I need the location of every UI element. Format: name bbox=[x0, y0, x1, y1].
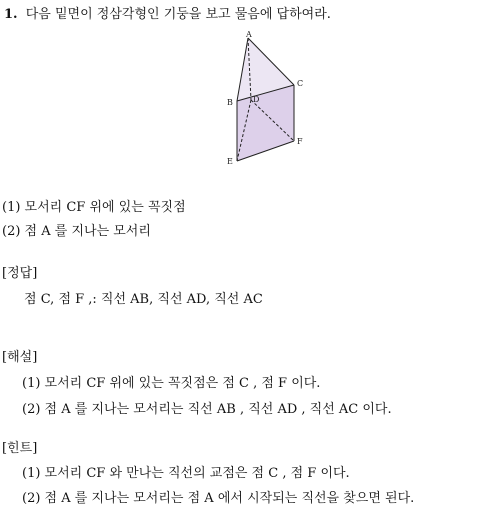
prism-diagram bbox=[222, 28, 322, 168]
hint-heading: [힌트] bbox=[2, 441, 38, 456]
question-title bbox=[4, 3, 331, 22]
vertex-label-c: C bbox=[297, 79, 304, 88]
answer-text: 점 C, 점 F ,: 직선 AB, 직선 AD, 직선 AC bbox=[24, 292, 263, 307]
vertex-label-f: F bbox=[297, 137, 303, 146]
question-text: 다음 밑면이 정삼각형인 기둥을 보고 물음에 답하여라. bbox=[25, 7, 331, 22]
question-number: 1. bbox=[4, 7, 18, 22]
vertex-label-e: E bbox=[227, 157, 233, 166]
vertex-label-b: B bbox=[227, 98, 233, 107]
explanation-line-2: (2) 점 A 를 지나는 모서리는 직선 AB , 직선 AD , 직선 AC 이다. bbox=[22, 402, 392, 417]
hint-line-1: (1) 모서리 CF 와 만나는 직선의 교점은 점 C , 점 F 이다. bbox=[22, 466, 350, 481]
hint-line-2: (2) 점 A 를 지나는 모서리는 점 A 에서 시작되는 직선을 찾으면 된다. bbox=[22, 491, 415, 506]
explanation-heading: [해설] bbox=[2, 350, 38, 365]
prism-figure bbox=[222, 28, 322, 168]
vertex-label-a: A bbox=[246, 30, 252, 39]
answer-heading: [정답] bbox=[2, 266, 38, 281]
question-item-2: (2) 점 A 를 지나는 모서리 bbox=[2, 224, 151, 239]
question-item-1: (1) 모서리 CF 위에 있는 꼭짓점 bbox=[2, 200, 186, 215]
explanation-line-1: (1) 모서리 CF 위에 있는 꼭짓점은 점 C , 점 F 이다. bbox=[22, 376, 321, 391]
vertex-label-d: D bbox=[253, 95, 260, 104]
